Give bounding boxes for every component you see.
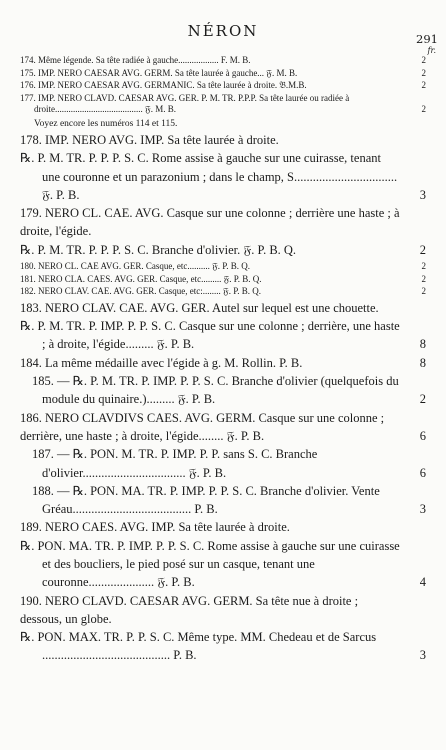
entry-183-reverse	[20, 317, 426, 354]
entry-176	[20, 80, 426, 92]
entry-text: 189. NERO CAES. AVG. IMP. Sa tête laurée à droite.	[20, 520, 290, 535]
rarity-unit-label: fr.	[427, 46, 436, 55]
entry-rarity: 6	[419, 465, 426, 480]
entry-rarity: 8	[419, 337, 426, 352]
entry-rarity: 6	[419, 428, 426, 443]
entry-188	[20, 482, 426, 519]
entry-text: 181. NERO CLA. CAES. AVG. GER. Casque, etc......... 𝔉. P. B. Q.	[20, 273, 262, 284]
catalogue-body	[20, 55, 426, 665]
entry-190	[20, 592, 426, 629]
entry-text: 185. — ℞. P. M. TR. P. IMP. P. P. S. C. Branche d'olivier (quelquefois du module du quinaire.)......... 𝔉. P. B.	[32, 374, 399, 407]
entry-text: 190. NERO CLAVD. CAESAR AVG. GERM. Sa tête nue à droite ; dessous, un globe.	[20, 593, 359, 626]
entry-187	[20, 445, 426, 482]
entry-rarity: 2	[421, 67, 426, 78]
entry-189	[20, 518, 426, 536]
entry-text: ℞. P. M. TR. P. P. P. S. C. Rome assise à gauche sur une cuirasse, tenant une couronne et un parazonium ; dans le champ, S................................. 𝔉. P. B.	[20, 151, 398, 202]
entry-178	[20, 131, 426, 149]
entry-174	[20, 55, 426, 67]
entry-rarity: 2	[421, 273, 426, 284]
entry-190-reverse	[20, 628, 426, 665]
page-title: NÉRON	[187, 22, 259, 40]
entry-text: 180. NERO CL. CAE AVG. GER. Casque, etc.......... 𝔉. P. B. Q.	[20, 261, 251, 272]
entry-text: 178. IMP. NERO AVG. IMP. Sa tête laurée à droite.	[20, 132, 279, 147]
entry-rarity: 3	[419, 187, 426, 202]
entry-text: 187. — ℞. PON. M. TR. P. IMP. P. P. sans S. C. Branche d'olivier................................. 𝔉. P. B.	[32, 447, 318, 480]
entry-rarity: 3	[419, 648, 426, 663]
entry-text: 184. La même médaille avec l'égide à g. M. Rollin. P. B.	[20, 355, 303, 370]
entry-rarity: 2	[421, 104, 426, 115]
entry-180	[20, 261, 426, 273]
entry-rarity: 2	[421, 286, 426, 297]
entry-rarity: 2	[421, 80, 426, 91]
entry-rarity: 2	[419, 392, 426, 407]
entry-186	[20, 409, 426, 446]
entry-rarity: 2	[419, 242, 426, 257]
entry-183	[20, 299, 426, 317]
entry-189-reverse	[20, 537, 426, 592]
cross-reference-note: Voyez encore les numéros 114 et 115.	[34, 118, 178, 129]
entry-text: ℞. P. M. TR. P. P. P. S. C. Branche d'olivier. 𝔉. P. B. Q.	[20, 242, 297, 257]
entry-rarity: 3	[419, 502, 426, 517]
entry-text: 177. IMP. NERO CLAVD. CAESAR AVG. GER. P. M. TR. P.P.P. Sa tête laurée ou radiée à droite....................................... 𝔉. M. B.	[20, 92, 350, 115]
entry-rarity: 2	[421, 55, 426, 65]
entry-text: 176. IMP. NERO CAESAR AVG. GERMANIC. Sa tête laurée à droite. 𝔅.M.B.	[20, 80, 307, 91]
entry-text: 179. NERO CL. CAE. AVG. Casque sur une colonne ; derrière une haste ; à droite, l'égide.	[20, 206, 400, 239]
entry-text: ℞. P. M. TR. P. IMP. P. P. S. C. Casque sur une colonne ; derrière, une haste ; à droite, l'égide......... 𝔉. P. B.	[20, 319, 400, 352]
entry-rarity: 8	[419, 355, 426, 370]
entry-179	[20, 204, 426, 241]
page-number: 291	[416, 32, 438, 46]
entry-rarity: 4	[419, 575, 426, 590]
entry-184	[20, 354, 426, 372]
entry-177	[20, 93, 426, 116]
entry-text: 186. NERO CLAVDIVS CAES. AVG. GERM. Casque sur une colonne ; derrière, une haste ; à droite, l'égide........ 𝔉. P. B.	[20, 410, 385, 443]
entry-text: 182. NERO CLAV. CAE. AVG. GER. Casque, etc:........ 𝔉. P. B. Q.	[20, 286, 261, 297]
entry-rarity: 2	[421, 261, 426, 272]
entry-text: 183. NERO CLAV. CAE. AVG. GER. Autel sur lequel est une chouette.	[20, 300, 379, 315]
entry-text: 175. IMP. NERO CAESAR AVG. GERM. Sa tête laurée à gauche... 𝔉. M. B.	[20, 67, 298, 78]
entry-185	[20, 372, 426, 409]
entry-text: 174. Même légende. Sa tête radiée à gauche.................. F. M. B.	[20, 55, 251, 65]
entry-175	[20, 68, 426, 80]
entry-text: 188. — ℞. PON. MA. TR. P. IMP. P. P. S. C. Branche d'olivier. Vente Gréau...................................... P. B.	[32, 483, 380, 517]
entry-181	[20, 274, 426, 286]
entry-179-reverse	[20, 241, 426, 259]
entry-text: ℞. PON. MA. TR. P. IMP. P. P. S. C. Rome assise à gauche sur une cuirasse et des boucliers, le pied posé sur un casque, tenant une couronne..................... 𝔉. P. B.	[20, 538, 400, 590]
entry-text: ℞. PON. MAX. TR. P. P. S. C. Même type. MM. Chedeau et de Sarcus ......................................... P. B.	[20, 630, 377, 663]
entry-182	[20, 286, 426, 298]
entry-178-reverse	[20, 149, 426, 204]
